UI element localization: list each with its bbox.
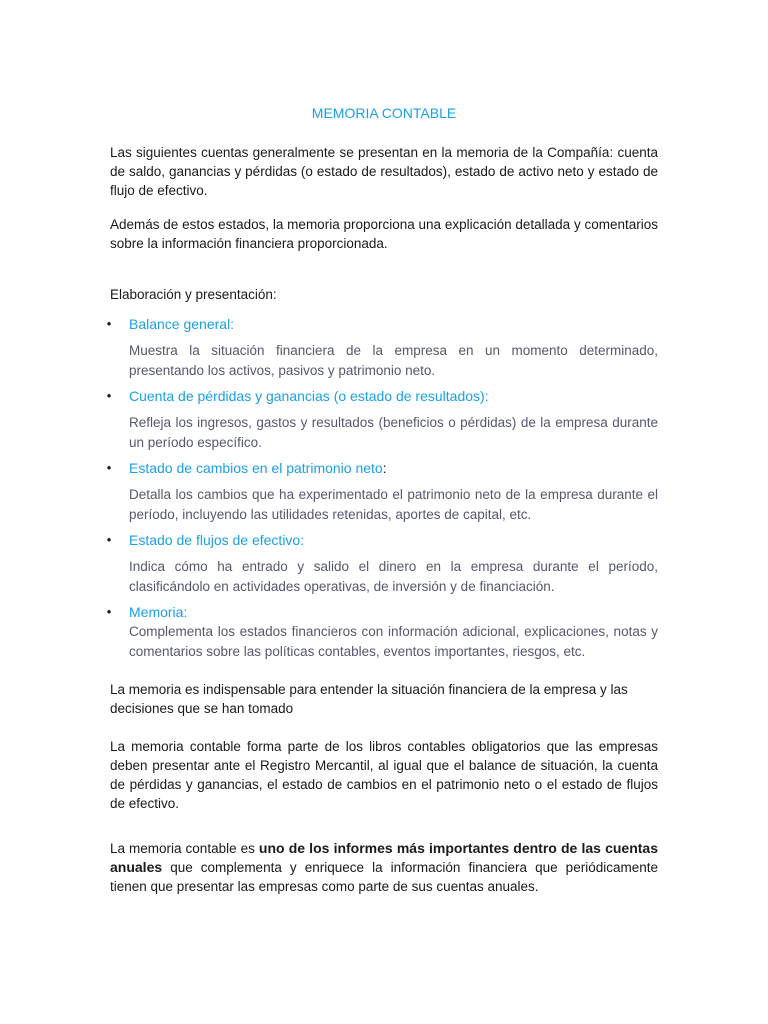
closing-paragraph-1: La memoria es indispensable para entender la situación financiera de la empresa y las decisiones que se han tomado xyxy=(110,682,628,716)
list-item-title: Memoria: xyxy=(129,604,188,620)
list-item-text: Complementa los estados financieros con información adicional, explicaciones, notas y comentarios sobre las políticas contables, eventos importantes, riesgos, etc. xyxy=(129,624,658,659)
list-item xyxy=(106,602,658,662)
closing-paragraph-2: La memoria contable forma parte de los libros contables obligatorios que las empresas deben presentar ante el Registro Mercantil, al igual que el balance de situación, la cuenta de pérdidas y ganancias, el estado de cambios en el patrimonio neto o el estado de flujos de efectivo. xyxy=(110,739,658,811)
list-item-title: Estado de cambios en el patrimonio neto xyxy=(129,460,383,476)
list-item xyxy=(106,458,658,525)
bullet-icon: • xyxy=(106,532,112,547)
bullet-icon: • xyxy=(106,604,112,619)
closing-paragraph-3 xyxy=(110,839,658,896)
list-item-text: Indica cómo ha entrado y salido el dinero en la empresa durante el período, clasificándolo en actividades operativas, de inversión y de financiación. xyxy=(129,559,658,594)
closing-paragraph-3-end: que complementa y enriquece la información financiera que periódicamente tienen que presentar las empresas como parte de sus cuentas anuales. xyxy=(110,860,658,894)
list-item-title-wrap xyxy=(129,458,658,478)
list-item-title: Cuenta de pérdidas y ganancias (o estado de resultados): xyxy=(129,388,489,404)
list-item-text: Detalla los cambios que ha experimentado el patrimonio neto de la empresa durante el período, incluyendo las utilidades retenidas, aportes de capital, etc. xyxy=(129,487,658,522)
elaboration-label: Elaboración y presentación: xyxy=(110,287,277,302)
list-item-title: Balance general: xyxy=(129,316,235,332)
document-content xyxy=(106,103,659,896)
list-item xyxy=(106,314,658,381)
intro-paragraph-2: Además de estos estados, la memoria proporciona una explicación detallada y comentarios sobre la información financiera proporcionada. xyxy=(110,217,658,251)
statements-list xyxy=(106,314,658,662)
list-item xyxy=(106,386,658,453)
list-item xyxy=(106,530,658,597)
bullet-icon: • xyxy=(106,388,112,403)
closing-paragraph-3-start: La memoria contable es xyxy=(110,841,259,856)
intro-paragraph-1: Las siguientes cuentas generalmente se presentan en la memoria de la Compañía: cuenta de saldo, ganancias y pérdidas (o estado de resultados), estado de activo neto y estado de flujo de efectivo. xyxy=(110,145,658,198)
document-title: MEMORIA CONTABLE xyxy=(311,105,457,121)
bullet-icon: • xyxy=(106,460,112,475)
list-item-text: Muestra la situación financiera de la empresa en un momento determinado, presentando los activos, pasivos y patrimonio neto. xyxy=(129,343,658,378)
list-item-title-colon: : xyxy=(382,460,387,476)
closing-paragraph-3-bold: uno de los informes más importantes dentro de las cuentas anuales xyxy=(110,840,659,875)
list-item-title: Estado de flujos de efectivo: xyxy=(129,532,305,548)
list-item-text: Refleja los ingresos, gastos y resultados (beneficios o pérdidas) de la empresa durante un período específico. xyxy=(129,415,658,450)
bullet-icon: • xyxy=(106,316,112,331)
